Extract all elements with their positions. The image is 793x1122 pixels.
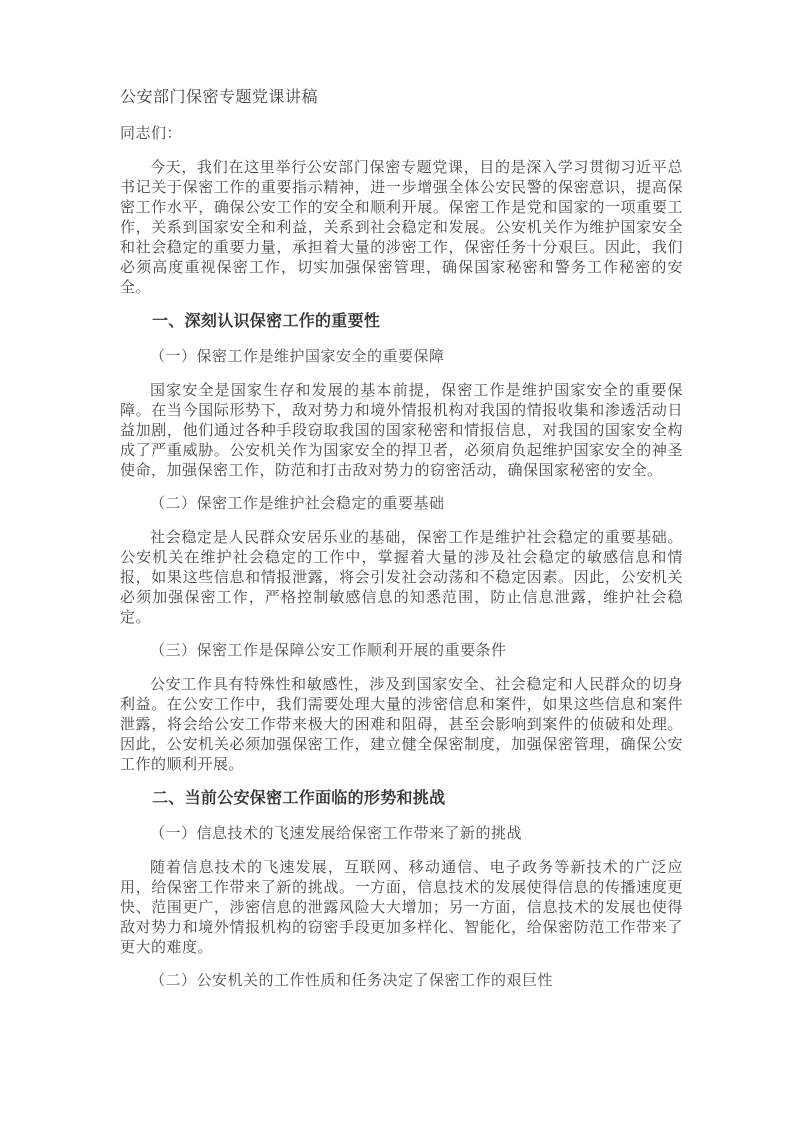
- sub-heading: （二）公安机关的工作性质和任务决定了保密工作的艰巨性: [150, 973, 554, 989]
- body-paragraph: 随着信息技术的飞速发展，互联网、移动通信、电子政务等新技术的广泛应用，给保密工作带来了新的挑战。一方面，信息技术的发展使得信息的传播速度更快、范围更广，涉密信息的泄露风险大大增加；另一方面，信息技术的发展也使得敌对势力和境外情报机构的窃密手段更加多样化、智能化，给保密防范工作带来了更大的难度。: [120, 860, 683, 956]
- sub-heading: （三）保密工作是保障公安工作顺利开展的重要条件: [150, 643, 507, 659]
- section-heading: 二、当前公安保密工作面临的形势和挑战: [152, 790, 446, 807]
- document-content: [120, 88, 683, 1005]
- sub-heading: （一）保密工作是维护国家安全的重要保障: [150, 349, 445, 365]
- body-paragraph: 社会稳定是人民群众安居乐业的基础，保密工作是维护社会稳定的重要基础。公安机关在维护社会稳定的工作中，掌握着大量的涉及社会稳定的敏感信息和情报，如果这些信息和情报泄露，将会引发社会动荡和不稳定因素。因此，公安机关必须加强保密工作，严格控制敏感信息的知悉范围，防止信息泄露，维护社会稳定。: [120, 530, 683, 626]
- body-paragraph: 今天，我们在这里举行公安部门保密专题党课，目的是深入学习贯彻习近平总书记关于保密工作的重要指示精神，进一步增强全体公安民警的保密意识，提高保密工作水平，确保公安工作的安全和顺利开展。保密工作是党和国家的一项重要工作，关系到国家安全和利益，关系到社会稳定和发展。公安机关作为维护国家安全和社会稳定的重要力量，承担着大量的涉密工作，保密任务十分艰巨。因此，我们必须高度重视保密工作，切实加强保密管理，确保国家秘密和警务工作秘密的安全。: [120, 160, 683, 296]
- document-title: 公安部门保密专题党课讲稿: [120, 89, 319, 106]
- sub-heading: （一）信息技术的飞速发展给保密工作带来了新的挑战: [150, 826, 523, 842]
- section-heading: 一、深刻认识保密工作的重要性: [152, 313, 381, 330]
- body-paragraph: 国家安全是国家生存和发展的基本前提，保密工作是维护国家安全的重要保障。在当今国际形势下，敌对势力和境外情报机构对我国的情报收集和渗透活动日益加剧，他们通过各种手段窃取我国的国家秘密和情报信息，对我国的国家安全构成了严重威胁。公安机关作为国家安全的捍卫者，必须肩负起维护国家安全的神圣使命，加强保密工作，防范和打击敌对势力的窃密活动，确保国家秘密的安全。: [120, 383, 683, 479]
- body-paragraph: 公安工作具有特殊性和敏感性，涉及到国家安全、社会稳定和人民群众的切身利益。在公安工作中，我们需要处理大量的涉密信息和案件，如果这些信息和案件泄露，将会给公安工作带来极大的困难和阻碍，甚至会影响到案件的侦破和处理。因此，公安机关必须加强保密工作，建立健全保密制度，加强保密管理，确保公安工作的顺利开展。: [120, 677, 683, 773]
- salutation-line: 同志们：: [120, 126, 183, 142]
- sub-heading: （二）保密工作是维护社会稳定的重要基础: [150, 496, 445, 512]
